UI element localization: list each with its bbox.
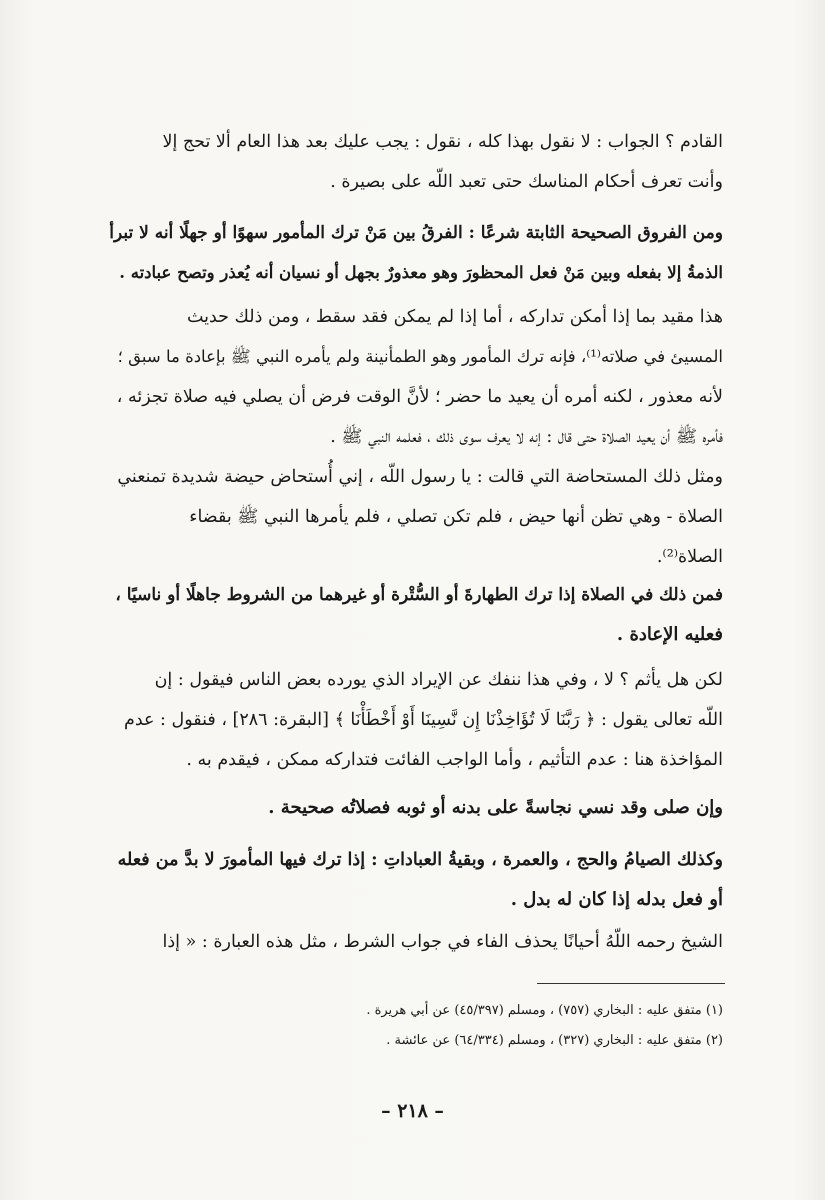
footnote-1: (١) متفق عليه : البخاري (٧٥٧) ، ومسلم (٤٥/٣٩٧) عن أبي هريرة . [366, 1003, 723, 1018]
page-number: – ٢١٨ – [381, 1100, 444, 1122]
text-line: وأنت تعرف أحكام المناسك حتى تعبد اللّه على بصيرة . [330, 172, 723, 192]
paragraph-3 [103, 297, 723, 577]
text-line: أو فعل بدله إذا كان له بدل . [510, 889, 723, 910]
text-line: الصلاة⁽²⁾. [656, 547, 723, 567]
text-line: ومن الفروق الصحيحة الثابتة شرعًا : الفرقُ بين مَنْ ترك المأمور سهوًا أو جهلًا أنه لا تبرأ [109, 223, 723, 243]
paragraph-4-bold [103, 575, 723, 655]
paragraph-1 [103, 122, 723, 202]
paragraph-8 [103, 922, 723, 962]
text-line: وإن صلى وقد نسي نجاسةً على بدنه أو ثوبه فصلاتُه صحيحة . [268, 797, 723, 818]
text-line: المسيئ في صلاته⁽¹⁾، فإنه ترك المأمور وهو الطمأنينة ولم يأمره النبي ﷺ بإعادة ما سبق ؛ [117, 347, 723, 366]
text-line: فأمره ﷺ أن يعيد الصلاة حتى قال : إنه لا يعرف سوى ذلك ، فعلمه النبي ﷺ . [330, 427, 723, 447]
text-line: الذمةُ إلا بفعله وبين مَنْ فعل المحظورَ وهو معذورٌ بجهل أو نسيان أنه يُعذر وتصح عبادته . [119, 263, 723, 282]
paragraph-2-bold [103, 213, 723, 293]
text-line: ومثل ذلك المستحاضة التي قالت : يا رسول اللّه ، إني أُستحاض حيضة شديدة تمنعني [117, 467, 723, 487]
text-line: القادم ؟ الجواب : لا نقول بهذا كله ، نقول : يجب عليك بعد هذا العام ألا تحج إلا [162, 132, 723, 152]
text-line: وكذلك الصيامُ والحج ، والعمرة ، وبقيةُ العباداتِ : إذا ترك فيها المأمورَ لا بدَّ من فعله [117, 850, 723, 870]
paragraph-6-bold [103, 788, 723, 828]
text-line: اللّه تعالى يقول : ﴿ رَبَّنَا لَا تُؤَاخِذْنَا إِن نَّسِينَا أَوْ أَخْطَأْنَا ﴾ [البقرة: ٢٨٦] ، فنقول : عدم [124, 710, 723, 730]
footnotes [103, 996, 723, 1056]
text-line: فعليه الإعادة . [616, 624, 723, 645]
footnote-divider [537, 983, 725, 984]
paragraph-7-bold [103, 840, 723, 920]
text-line: هذا مقيد بما إذا أمكن تداركه ، أما إذا لم يمكن فقد سقط ، ومن ذلك حديث [186, 307, 723, 327]
paragraph-5 [103, 660, 723, 780]
text-line: المؤاخذة هنا : عدم التأثيم ، وأما الواجب الفائت فتداركه ممكن ، فيقدم به . [186, 750, 723, 770]
text-line: لأنه معذور ، لكنه أمره أن يعيد ما حضر ؛ لأنَّ الوقت فرض أن يصلي فيه صلاة تجزئه ، [116, 387, 723, 407]
text-line: الشيخ رحمه اللّهُ أحيانًا يحذف الفاء في جواب الشرط ، مثل هذه العبارة : « إذا [162, 932, 723, 952]
footnote-2: (٢) متفق عليه : البخاري (٣٢٧) ، ومسلم (٦٤/٣٣٤) عن عائشة . [386, 1033, 723, 1048]
text-line: فمن ذلك في الصلاة إذا ترك الطهارةَ أو السُّتْرة أو غيرهما من الشروط جاهلًا أو ناسيًا ، [115, 585, 723, 605]
text-line: الصلاة - وهي تظن أنها حيض ، فلم تكن تصلي ، فلم يأمرها النبي ﷺ بقضاء [189, 507, 723, 527]
text-line: لكن هل يأثم ؟ لا ، وفي هذا ننفك عن الإيراد الذي يورده بعض الناس فيقول : إن [154, 670, 723, 690]
